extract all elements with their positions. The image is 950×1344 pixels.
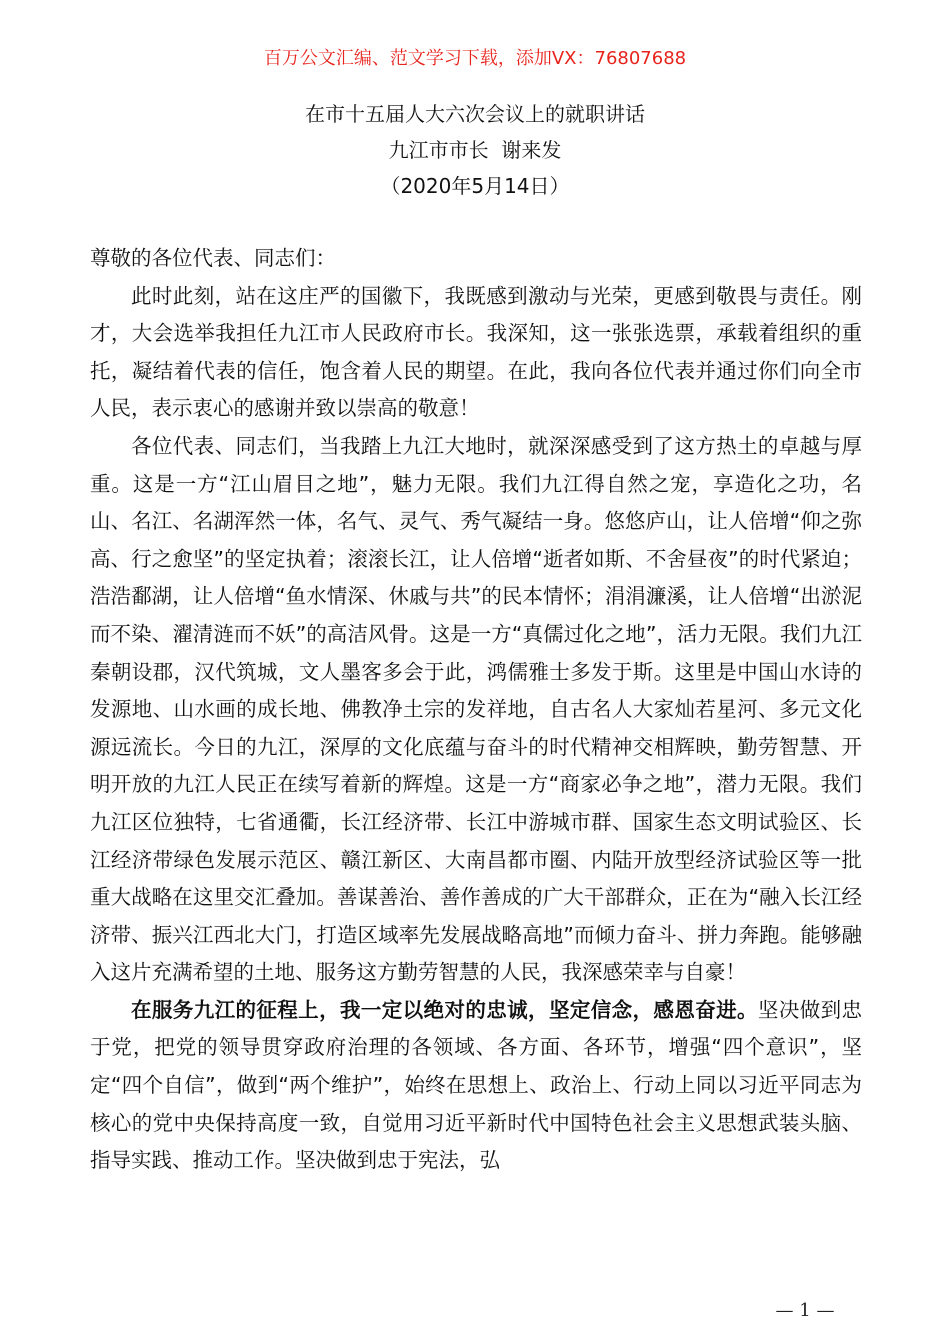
salutation: 尊敬的各位代表、同志们： [90, 246, 336, 270]
speech-date: （2020年5月14日） [380, 174, 570, 198]
document-header [0, 96, 950, 204]
speaker-line: 九江市市长 谢来发 [388, 138, 562, 162]
paragraph-3-rest: 坚决做到忠于党，把党的领导贯穿政府治理的各领域、各方面、各环节，增强“四个意识”，坚定“四个自信”，做到“两个维护”，始终在思想上、政治上、行动上同以习近平同志为核心的党中央保持高度一致，自觉用习近平新时代中国特色社会主义思想武装头脑、指导实践、推动工作。坚决做到忠于宪法，弘 [90, 997, 863, 1173]
document-title: 在市十五届人大六次会议上的就职讲话 [305, 102, 645, 126]
watermark-banner: 百万公文汇编、范文学习下载，添加VX：76807688 [263, 48, 687, 69]
bold-lead-sentence: 在服务九江的征程上，我一定以绝对的忠诚，坚定信念，感恩奋进。 [131, 997, 758, 1022]
paragraph-3 [90, 992, 862, 1180]
document-body [90, 240, 862, 1180]
paragraph-1: 此时此刻，站在这庄严的国徽下，我既感到激动与光荣，更感到敬畏与责任。刚才，大会选举我担任九江市人民政府市长。我深知，这一张张选票，承载着组织的重托，凝结着代表的信任，饱含着人民的期望。在此，我向各位代表并通过你们向全市人民，表示衷心的感谢并致以崇高的敬意！ [90, 283, 862, 421]
page-number: — 1 — [775, 1300, 835, 1321]
paragraph-2: 各位代表、同志们，当我踏上九江大地时，就深深感受到了这方热土的卓越与厚重。这是一方“江山眉目之地”，魅力无限。我们九江得自然之宠，享造化之功，名山、名江、名湖浑然一体，名气、灵气、秀气凝结一身。悠悠庐山，让人倍增“仰之弥高、行之愈坚”的坚定执着；滚滚长江，让人倍增“逝者如斯、不舍昼夜”的时代紧迫；浩浩鄱湖，让人倍增“鱼水情深、休戚与共”的民本情怀；涓涓濂溪，让人倍增“出淤泥而不染、濯清涟而不妖”的高洁风骨。这是一方“真儒过化之地”，活力无限。我们九江秦朝设郡，汉代筑城，文人墨客多会于此，鸿儒雅士多发于斯。这里是中国山水诗的发源地、山水画的成长地、佛教净土宗的发祥地，自古名人大家灿若星河、多元文化源远流长。今日的九江，深厚的文化底蕴与奋斗的时代精神交相辉映，勤劳智慧、开明开放的九江人民正在续写着新的辉煌。这是一方“商家必争之地”，潜力无限。我们九江区位独特，七省通衢，长江经济带、长江中游城市群、国家生态文明试验区、长江经济带绿色发展示范区、赣江新区、大南昌都市圈、内陆开放型经济试验区等一批重大战略在这里交汇叠加。善谋善治、善作善成的广大干部群众，正在为“融入长江经济带、振兴江西北大门，打造区域率先发展战略高地”而倾力奋斗、拼力奔跑。能够融入这片充满希望的土地、服务这方勤劳智慧的人民，我深感荣幸与自豪！ [90, 433, 862, 985]
